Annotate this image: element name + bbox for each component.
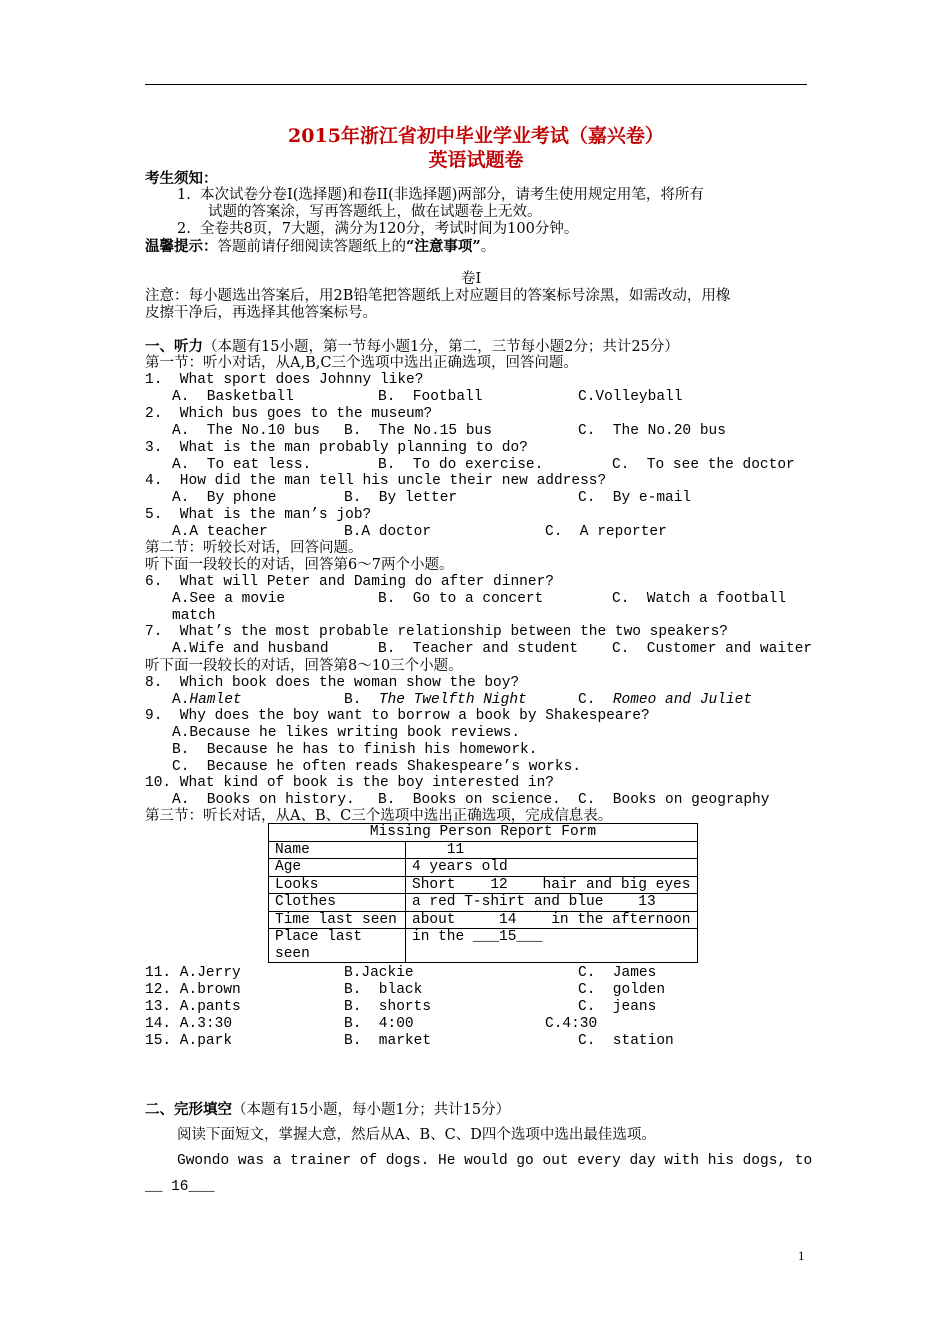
q1-option-a: A. Basketball bbox=[172, 389, 294, 405]
q8-option-b-prefix: B. bbox=[344, 692, 379, 708]
question-9: 9. Why does the boy want to borrow a book by Shakespeare? bbox=[145, 708, 650, 724]
q7-option-b: B. Teacher and student bbox=[378, 641, 579, 657]
notice-item-1: 1. 本次试卷分卷I(选择题)和卷II(非选择题)两部分，请考生使用规定用笔，将所有 bbox=[177, 187, 704, 203]
page-number: 1 bbox=[798, 1248, 805, 1263]
q11-option-b: B.Jackie bbox=[344, 965, 414, 981]
listening-heading-label: 一、听力 bbox=[145, 338, 203, 355]
cloze-heading-label: 二、完形填空 bbox=[145, 1101, 232, 1118]
q2-option-c: C. The No.20 bus bbox=[578, 423, 726, 439]
q10-option-c: C. Books on geography bbox=[578, 792, 770, 808]
notice-item-2: 2. 全卷共8页，7大题，满分为120分，考试时间为100分钟。 bbox=[177, 221, 579, 237]
form-value: in the ___15___ bbox=[406, 929, 698, 963]
q8-option-c-prefix: C. bbox=[578, 692, 613, 708]
q15-option-a: 15. A.park bbox=[145, 1033, 233, 1049]
q13-option-b: B. shorts bbox=[344, 999, 432, 1015]
q7-option-a: A.Wife and husband bbox=[172, 641, 329, 657]
q9-option-b: B. Because he has to finish his homework. bbox=[172, 742, 538, 758]
form-label: Looks bbox=[269, 876, 406, 894]
q15-option-c: C. station bbox=[578, 1033, 674, 1049]
form-title: Missing Person Report Form bbox=[269, 824, 698, 842]
q2-option-a: A. The No.10 bus bbox=[172, 423, 320, 439]
q8-option-b bbox=[344, 692, 527, 709]
question-8: 8. Which book does the woman show the boy? bbox=[145, 675, 520, 691]
listening-part-1: 第一节：听小对话，从A,B,C三个选项中选出正确选项，回答问题。 bbox=[145, 355, 578, 371]
question-6: 6. What will Peter and Daming do after dinner? bbox=[145, 574, 554, 590]
q4-option-c: C. By e-mail bbox=[578, 490, 692, 506]
form-value: 11 bbox=[406, 841, 698, 859]
question-10: 10. What kind of book is the boy interested in? bbox=[145, 775, 554, 791]
form-label: Place last seen bbox=[269, 929, 406, 963]
form-value: a red T-shirt and blue 13 bbox=[406, 894, 698, 912]
q3-option-c: C. To see the doctor bbox=[612, 457, 795, 473]
form-value: about 14 in the afternoon bbox=[406, 911, 698, 929]
q10-option-a: A. Books on history. bbox=[172, 792, 355, 808]
q12-option-c: C. golden bbox=[578, 982, 666, 998]
q1-option-c: C.Volleyball bbox=[578, 389, 683, 405]
q13-option-a: 13. A.pants bbox=[145, 999, 241, 1015]
form-value: 4 years old bbox=[406, 859, 698, 877]
q9-option-c: C. Because he often reads Shakespeare’s works. bbox=[172, 759, 581, 775]
question-2: 2. Which bus goes to the museum? bbox=[145, 406, 433, 422]
q8-option-b-title: The Twelfth Night bbox=[378, 692, 527, 708]
q14-option-c: C.4:30 bbox=[545, 1016, 598, 1032]
tip-bold: “注意事项” bbox=[406, 238, 481, 255]
q3-option-b: B. To do exercise. bbox=[378, 457, 544, 473]
exam-subtitle: 英语试题卷 bbox=[428, 149, 524, 171]
q9-option-a: A.Because he likes writing book reviews. bbox=[172, 725, 521, 741]
q5-option-a: A.A teacher bbox=[172, 524, 268, 540]
q11-option-c: C. James bbox=[578, 965, 657, 981]
q8-option-c bbox=[578, 692, 752, 709]
volume-1-note: 注意：每小题选出答案后，用2B铅笔把答题纸上对应题目的答案标号涂黑，如需改动，用橡 bbox=[145, 288, 731, 304]
exam-title: 2015年浙江省初中毕业学业考试（嘉兴卷） bbox=[288, 125, 664, 147]
question-1: 1. What sport does Johnny like? bbox=[145, 372, 424, 388]
q4-option-b: B. By letter bbox=[344, 490, 458, 506]
q8-option-a bbox=[172, 692, 242, 709]
table-row bbox=[269, 841, 698, 859]
q3-option-a: A. To eat less. bbox=[172, 457, 312, 473]
listening-part-2-sub-1: 听下面一段较长的对话，回答第6～7两个小题。 bbox=[145, 557, 454, 573]
listening-heading-rest: （本题有15小题，第一节每小题1分，第二，三节每小题2分；共计25分） bbox=[203, 339, 679, 355]
q8-option-a-prefix: A. bbox=[172, 692, 190, 708]
table-row bbox=[269, 859, 698, 877]
q8-option-a-title: Hamlet bbox=[189, 692, 242, 708]
question-4: 4. How did the man tell his uncle their new address? bbox=[145, 473, 607, 489]
tip-label: 温馨提示： bbox=[145, 238, 218, 255]
missing-person-form bbox=[268, 823, 698, 963]
q6-option-a: A.See a movie bbox=[172, 591, 286, 607]
form-label: Clothes bbox=[269, 894, 406, 912]
listening-part-2-sub-2: 听下面一段较长的对话，回答第8～10三个小题。 bbox=[145, 658, 463, 674]
q14-option-b: B. 4:00 bbox=[344, 1016, 414, 1032]
header-rule bbox=[145, 84, 807, 85]
form-value: Short 12 hair and big eyes bbox=[406, 876, 698, 894]
q10-option-b: B. Books on science. bbox=[378, 792, 561, 808]
q6-option-c: C. Watch a football bbox=[612, 591, 787, 607]
q5-option-c: C. A reporter bbox=[545, 524, 667, 540]
listening-part-3: 第三节：听长对话，从A、B、C三个选项中选出正确选项，完成信息表。 bbox=[145, 808, 613, 824]
cloze-passage-cont: __ 16___ bbox=[145, 1179, 215, 1195]
question-5: 5. What is the man’s job? bbox=[145, 507, 372, 523]
q6-option-c-cont: match bbox=[172, 608, 216, 624]
volume-1-note-cont: 皮擦干净后，再选择其他答案标号。 bbox=[145, 305, 377, 321]
q15-option-b: B. market bbox=[344, 1033, 432, 1049]
q14-option-a: 14. A.3:30 bbox=[145, 1016, 233, 1032]
table-row bbox=[269, 894, 698, 912]
form-header-row bbox=[269, 824, 698, 842]
q1-option-b: B. Football bbox=[378, 389, 483, 405]
listening-part-2: 第二节：听较长对话，回答问题。 bbox=[145, 540, 363, 556]
q7-option-c: C. Customer and waiter bbox=[612, 641, 813, 657]
volume-1-title: 卷I bbox=[461, 271, 482, 287]
table-row bbox=[269, 911, 698, 929]
question-7: 7. What’s the most probable relationship between the two speakers? bbox=[145, 624, 728, 640]
q4-option-a: A. By phone bbox=[172, 490, 277, 506]
table-row bbox=[269, 929, 698, 963]
notice-heading: 考生须知： bbox=[145, 170, 218, 187]
tip-end: 。 bbox=[480, 239, 496, 255]
q12-option-a: 12. A.brown bbox=[145, 982, 241, 998]
question-3: 3. What is the man probably planning to do? bbox=[145, 440, 528, 456]
q11-option-a: 11. A.Jerry bbox=[145, 965, 241, 981]
q5-option-b: B.A doctor bbox=[344, 524, 432, 540]
cloze-heading-rest: （本题有15小题，每小题1分；共计15分） bbox=[232, 1102, 511, 1118]
q2-option-b: B. The No.15 bus bbox=[344, 423, 492, 439]
q13-option-c: C. jeans bbox=[578, 999, 657, 1015]
q6-option-b: B. Go to a concert bbox=[378, 591, 544, 607]
listening-heading bbox=[145, 338, 679, 356]
form-label: Age bbox=[269, 859, 406, 877]
tip-text: 答题前请仔细阅读答题纸上的 bbox=[217, 239, 406, 255]
notice-item-1-cont: 试题的答案涂，写再答题纸上，做在试题卷上无效。 bbox=[208, 204, 542, 220]
form-label: Time last seen bbox=[269, 911, 406, 929]
warm-tip bbox=[145, 238, 495, 256]
q8-option-c-title: Romeo and Juliet bbox=[612, 692, 753, 708]
table-row bbox=[269, 876, 698, 894]
cloze-passage: Gwondo was a trainer of dogs. He would go out every day with his dogs, to bbox=[177, 1153, 813, 1169]
q12-option-b: B. black bbox=[344, 982, 423, 998]
cloze-heading bbox=[145, 1101, 510, 1119]
cloze-instruction: 阅读下面短文，掌握大意，然后从A、B、C、D四个选项中选出最佳选项。 bbox=[177, 1127, 656, 1143]
form-label: Name bbox=[269, 841, 406, 859]
